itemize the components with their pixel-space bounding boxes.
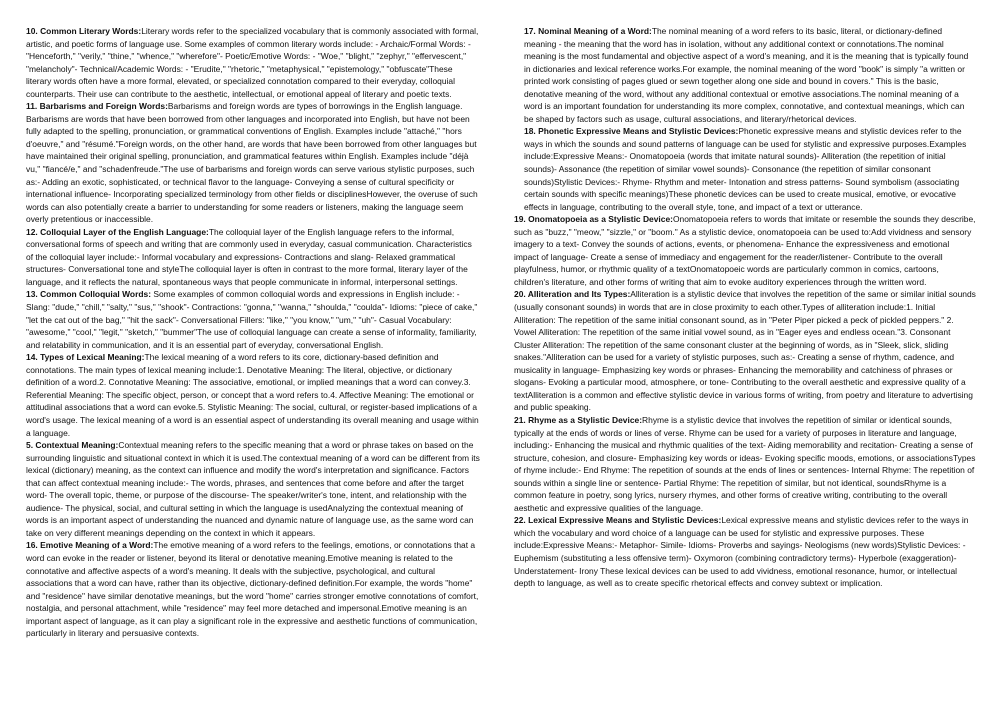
entry-title: 19. Onomatopoeia as a Stylistic Device: — [514, 214, 673, 225]
entry-title: 18. Phonetic Expressive Means and Stylistic Devices: — [524, 126, 739, 137]
entry-body: The colloquial layer of the English language refers to the informal, conversational forms of speech and writing that are commonly used in everyday, casual communication. Characteristics of the colloquial layer include:- Informal vocabulary and expressions- Contractions and slang- Relaxed grammatical structures- Conversational tone and styleThe colloquial layer is often in contrast to the more formal, literary layer of the language, and it reflects the natural, spontaneous ways that people communicate in informal, interpersonal settings. — [26, 226, 472, 287]
entry-body: The emotive meaning of a word refers to the feelings, emotions, or connotations that a word can evoke in the reader or listener, beyond its literal or denotative meaning.Emotive meaning is related to the connotative and affective aspects of a word's meaning. It deals with the subjective, psychological, and cultural associations that a word can have, rather than its objective, dictionary-defined definition.For example, the words "home" and "residence" have similar denotative meanings, but the word "home" carries stronger emotive connotations of comfort, nostalgia, and personal attachment, while "residence" may feel more detached and impersonal.Emotive meaning is an important aspect of language, as it can play a significant role in the expressive and aesthetic functions of communication, particularly in literary and persuasive contexts. — [26, 540, 479, 639]
entry-11 — [26, 100, 480, 225]
entry-body: The nominal meaning of a word refers to its basic, literal, or dictionary-defined meaning - the meaning that the word has in isolation, without any additional context or connotations.The nominal meaning is the most fundamental and objective aspect of a word's meaning, and it is the meaning that is typically found in dictionaries and lexical reference works.For example, the nominal meaning of the word "book" is simply "a written or printed work consisting of pages glued or sewn together along one side and bound in covers." This is the basic, denotative meaning of the word, without any additional contextual or emotive associations.The nominal meaning of a word is an important foundation for understanding its more complex, connotative, and contextual meanings, which can be shaped by factors such as usage, cultural associations, and literary/rhetorical devices. — [524, 26, 969, 124]
entry-title: 17. Nominal Meaning of a Word: — [524, 26, 652, 36]
entry-20 — [514, 288, 976, 413]
entry-title: 13. Common Colloquial Words: — [26, 289, 152, 300]
entry-title: 20. Alliteration and Its Types: — [514, 289, 631, 300]
entry-19 — [514, 213, 976, 288]
entry-body: Phonetic expressive means and stylistic devices refer to the ways in which the sounds and sound patterns of language can be used for stylistic and expressive purposes.Examples include:Expressive Means:- Onomatopoeia (words that imitate natural sounds)- Alliteration (the repetition of initial sounds)- Assonance (the repetition of similar vowel sounds)- Consonance (the repetition of similar consonant sounds)Stylistic Devices:- Rhyme- Rhythm and meter- Intonation and stress patterns- Sound symbolism (associating certain sounds with specific meanings)These phonetic devices can be used to create musical, emotive, or evocative effects in language, contributing to the overall style, tone, and impact of a text or utterance. — [524, 126, 967, 212]
entry-18 — [514, 125, 976, 213]
entry-title: 16. Emotive Meaning of a Word: — [26, 540, 154, 551]
entry-12 — [26, 226, 480, 289]
entry-13 — [26, 288, 480, 351]
entry-title: 11. Barbarisms and Foreign Words: — [26, 101, 168, 112]
entry-body: Some examples of common colloquial words and expressions in English include: - Slang: "dude," "chill," "salty," "sus," "shook"- Contractions: "gonna," "wanna," "shoulda," "coulda"- Idioms: "piece of cake," "let the cat out of the bag," "hit the sack"- Conversational Fillers: "like," "you know," "um," "uh"- Casual Vocabulary: "awesome," "cool," "legit," "sketch," "bummer"The use of colloquial language can create a sense of informality, familiarity, and relatability in communication, and it is an essential part of everyday, conversational English. — [26, 289, 478, 350]
entry-body: Literary words refer to the specialized vocabulary that is commonly associated with formal, artistic, and poetic forms of language use. Some examples of common literary words include: - Archaic/Formal Words: - "Henceforth," "verily," "thine," "whence," "wherefore"- Poetic/Emotive Words: - "Woe," "blight," "zephyr," "effervescent," "melancholy"- Technical/Academic Words: - "Erudite," "rhetoric," "metaphysical," "epistemology," "obfuscate"These literary words often have a more formal, elevated, or specialized connotation compared to their everyday, colloquial counterparts. Their use can contribute to the aesthetic, intellectual, or emotional appeal of literary and poetic texts. — [26, 26, 479, 99]
right-column — [514, 25, 976, 590]
entry-14 — [26, 351, 480, 439]
entry-title: 12. Colloquial Layer of the English Language: — [26, 226, 209, 237]
entry-body: Barbarisms and foreign words are types of borrowings in the English language. Barbarisms are words that have been borrowed from other languages and incorporated into English, but have not been fully adapted to the spelling, pronunciation, or grammatical conventions of English. Examples include "attaché," "hors d'oeuvre," and "résumé."Foreign words, on the other hand, are words that have been borrowed from other languages but have maintained their original spelling, pronunciation, and grammatical features within English. Examples include "déjà vu," "fiancé/e," and "schadenfreude."The use of barbarisms and foreign words can serve various stylistic purposes, such as:- Adding an exotic, sophisticated, or technical flavor to the language- Conveying a sense of cultural specificity or international influence- Incorporating specialized terminology from other fields or disciplinesHowever, the overuse of such words can also potentially create a barrier to understanding for some readers or listeners, making the language seem overly pretentious or inaccessible. — [26, 101, 478, 225]
entry-22 — [514, 514, 976, 589]
entry-title: 21. Rhyme as a Stylistic Device: — [514, 414, 643, 425]
entry-title: 5. Contextual Meaning: — [26, 440, 119, 451]
entry-17 — [514, 25, 976, 125]
entry-body: Alliteration is a stylistic device that involves the repetition of the same or similar initial sounds (usually consonant sounds) in words that are in close proximity to each other.Types of alliteration include:1. Initial Alliteration: The repetition of the same initial consonant sound, as in "Peter Piper picked a peck of pickled peppers." 2. Vowel Alliteration: The repetition of the same initial vowel sound, as in "Eager eyes and endless ocean."3. Consonant Cluster Alliteration: The repetition of the same consonant cluster at the beginning of words, as in "Sleek, slick, sliding snakes."Alliteration can be used for a variety of stylistic purposes, such as:- Creating a sense of rhythm, cadence, and musicality in language- Emphasizing key words or phrases- Enhancing the memorability and catchiness of phrases or slogans- Evoking a particular mood, atmosphere, or tone- Contributing to the overall aesthetic and expressive quality of a textAlliteration is a common and effective stylistic device in various forms of writing, from poetry and literature to advertising and public speaking. — [514, 289, 976, 413]
entry-16 — [26, 539, 480, 639]
left-column — [26, 25, 480, 640]
entry-body: Rhyme is a stylistic device that involves the repetition of similar or identical sounds, typically at the ends of words or lines of verse. Rhyme can be used for a variety of purposes in literature and language, including:- Enhancing the musical and rhythmic qualities of the text- Aiding memorability and recitation- Creating a sense of structure, cohesion, and closure- Emphasizing key words or ideas- Evoking specific moods, emotions, or associationsTypes of rhyme include:- End Rhyme: The repetition of sounds at the ends of lines or sentences- Internal Rhyme: The repetition of sounds within a single line or sentence- Partial Rhyme: The repetition of similar, but not identical, soundsRhyme is a common feature in poetry, song lyrics, nursery rhymes, and other forms of creative writing, contributing to the overall aesthetic and expressive qualities of the language. — [514, 414, 976, 513]
entry-title: 14. Types of Lexical Meaning: — [26, 352, 145, 363]
entry-5 — [26, 439, 480, 539]
entry-body: Contextual meaning refers to the specific meaning that a word or phrase takes on based on the surrounding linguistic and situational context in which it is used.The contextual meaning of a word can be different from its lexical (dictionary) meaning, as the context can influence and modify the word's interpretation and significance. Factors that can affect contextual meaning include:- The words, phrases, and sentences that come before and after the target word- The overall topic, theme, or purpose of the discourse- The speaker/writer's tone, intent, and relationship with the audience- The physical, social, and cultural setting in which the language is usedAnalyzing the contextual meaning of words is an important aspect of understanding the nuanced and dynamic nature of language use, as the same word can take on very different meanings depending on the context in which it appears. — [26, 440, 480, 538]
entry-body: Lexical expressive means and stylistic devices refer to the ways in which the vocabulary and word choice of a language can be used for stylistic and expressive purposes. These include:Expressive Means:- Metaphor- Simile- Idioms- Proverbs and sayings- Neologisms (new words)Stylistic Devices: - Euphemism (substituting a less offensive term)- Oxymoron (combining contradictory terms)- Hyperbole (exaggeration)- Understatement- Irony These lexical devices can be used to add vividness, emotional resonance, humor, or intellectual depth to language, as well as to create specific rhetorical effects and convey subtext or implication. — [514, 515, 969, 589]
entry-21 — [514, 414, 976, 514]
entry-body: Onomatopoeia refers to words that imitate or resemble the sounds they describe, such as "buzz," "meow," "sizzle," or "boom." As a stylistic device, onomatopoeia can be used to:Add vividness and sensory imagery to a text- Convey the sounds of actions, events, or phenomena- Enhance the expressiveness and emotional impact of language- Create a sense of immediacy and engagement for the reader/listener- Contribute to the overall playfulness, humor, or rhythmic quality of a textOnomatopoeic words are particularly common in comics, cartoons, children's literature, and other forms of writing that aim to evoke auditory experiences through the written word. — [514, 214, 976, 287]
entry-title: 10. Common Literary Words: — [26, 26, 142, 36]
entry-title: 22. Lexical Expressive Means and Stylistic Devices: — [514, 515, 722, 526]
entry-10 — [26, 25, 480, 100]
entry-body: The lexical meaning of a word refers to its core, dictionary-based definition and connotations. The main types of lexical meaning include:1. Denotative Meaning: The literal, objective, or dictionary definition of a word.2. Connotative Meaning: The associative, emotional, or implied meanings that a word can convey.3. Referential Meaning: The specific object, person, or concept that a word refers to.4. Affective Meaning: The emotional or attitudinal associations that a word can evoke.5. Stylistic Meaning: The social, cultural, or register-based implications of a word's usage. The lexical meaning of a word is an essential aspect of understanding its overall meaning and usage within a language. — [26, 352, 479, 438]
